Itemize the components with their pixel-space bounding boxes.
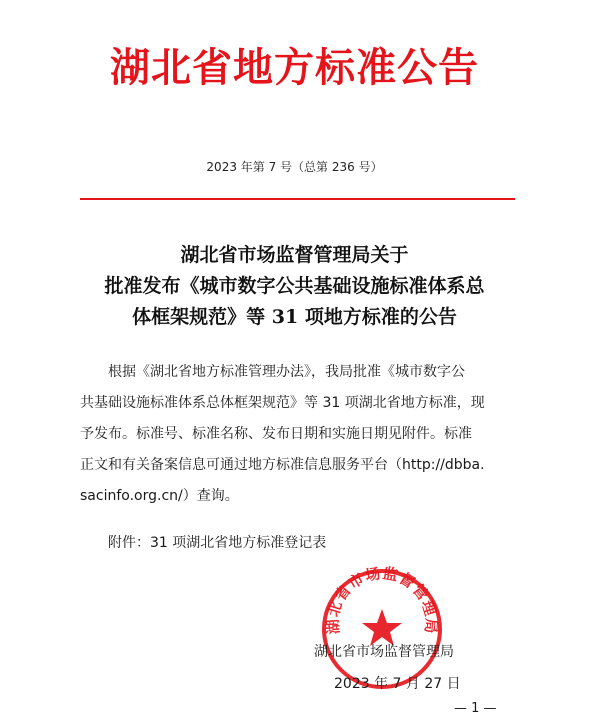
body-line: 正文和有关备案信息可通过地方标准信息服务平台（http://dbba.	[80, 457, 485, 473]
issue-number: 2023 年第 7 号（总第 236 号）	[206, 160, 383, 174]
seal-text: 湖北省市场监督管理局	[323, 565, 441, 635]
body-line: 根据《湖北省地方标准管理办法》，我局批准《城市数字公	[108, 364, 465, 380]
body-line: sacinfo.org.cn/）查询。	[80, 488, 239, 504]
title-line: 体框架规范》等 31 项地方标准的公告	[132, 306, 457, 328]
signature-organization: 湖北省市场监督管理局	[314, 644, 454, 660]
red-divider-line	[80, 198, 515, 200]
announcement-title	[40, 240, 549, 333]
body-paragraph	[80, 357, 520, 512]
announcement-banner: 湖北省地方标准公告	[110, 44, 479, 91]
attachment-note: 附件：31 项湖北省地方标准登记表	[108, 535, 327, 551]
title-line: 批准发布《城市数字公共基础设施标准体系总	[104, 275, 485, 297]
title-line: 湖北省市场监督管理局关于	[180, 244, 409, 266]
body-line: 予发布。标准号、标准名称、发布日期和实施日期见附件。标准	[80, 426, 472, 442]
signature-date: 2023 年 7 月 27 日	[334, 676, 461, 692]
body-line: 共基础设施标准体系总体框架规范》等 31 项湖北省地方标准，现	[80, 395, 485, 411]
page-number: — 1 —	[454, 701, 497, 716]
